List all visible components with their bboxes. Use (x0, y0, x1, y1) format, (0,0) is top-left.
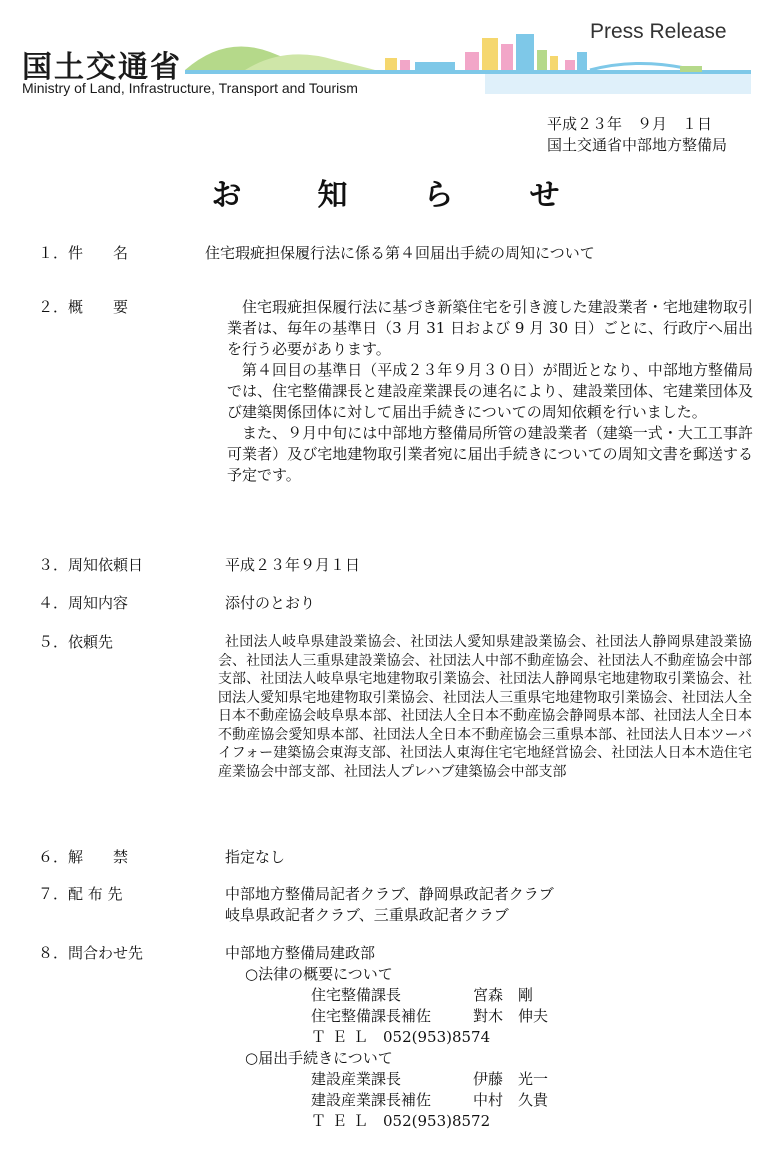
section-text: 平成２３年９月１日 (225, 556, 361, 574)
tel-number: 052(953)8574 (383, 1028, 491, 1046)
overview-paragraph-3: また、９月中旬には中部地方整備局所管の建設業者（建築一式・大工工事許可業者）及び宅地建物取引業者宛に届出手続きについての周知文書を郵送する予定です。 (227, 424, 753, 484)
contact-title: 住宅整備課長 (311, 986, 402, 1004)
title-char: ら (423, 178, 454, 213)
section-text: 添付のとおり (225, 594, 316, 612)
section-label: ４．周知内容 (38, 594, 129, 612)
contact-group-1-heading: ○法律の概要について (245, 965, 393, 983)
press-release-label: Press Release (590, 20, 727, 43)
ministry-logo-jp: 国土交通省 (22, 50, 182, 85)
tel-number: 052(953)8572 (383, 1112, 491, 1130)
contact-title: 建設産業課長補佐 (311, 1091, 432, 1109)
contact-name: 宮森 剛 (473, 986, 534, 1004)
title-char: お (211, 178, 242, 213)
section-label: ８．問合わせ先 (38, 944, 144, 962)
section-text: 指定なし (225, 848, 286, 866)
header (0, 0, 771, 110)
section-text: 住宅瑕疵担保履行法に係る第４回届出手続の周知について (205, 244, 595, 262)
title-char: 知 (317, 178, 348, 213)
overview-paragraph-2: 第４回目の基準日（平成２３年９月３０日）が間近となり、中部地方整備局では、住宅整備課長と建設産業課長の連名により、建設業団体、宅建業団体及び建築関係団体に対して届出手続きについての周知依頼を行いました。 (227, 361, 753, 421)
section-label: １．件 名 (38, 244, 129, 262)
contact-title: 住宅整備課長補佐 (311, 1007, 432, 1025)
contact-name: 中村 久貴 (473, 1091, 549, 1109)
issuing-office: 国土交通省中部地方整備局 (547, 136, 728, 154)
contact-name: 對木 伸夫 (473, 1007, 549, 1025)
section-label: ６．解 禁 (38, 848, 129, 866)
issue-date-block (547, 114, 727, 156)
overview-paragraph-1: 住宅瑕疵担保履行法に基づき新築住宅を引き渡した建設業者・宅地建物取引業者は、毎年の基準日（3 月 31 日および 9 月 30 日）ごとに、行政庁へ届出を行う必要があります。 (227, 298, 753, 358)
distribution-line-2: 岐阜県政記者クラブ、三重県政記者クラブ (225, 906, 509, 924)
section-label: ５．依頼先 (38, 633, 114, 651)
page-title (0, 170, 771, 214)
ministry-name-en: Ministry of Land, Infrastructure, Transport and Tourism (22, 80, 358, 96)
contact-org: 中部地方整備局建政部 (225, 944, 376, 962)
cityscape-banner-illustration (185, 30, 751, 100)
contact-group-2-heading: ○届出手続きについて (245, 1049, 393, 1067)
contact-name: 伊藤 光一 (473, 1070, 549, 1088)
issue-date: 平成２３年 ９月 １日 (547, 115, 713, 133)
tel-label: ＴＥＬ (311, 1028, 375, 1046)
section-label: ７．配 布 先 (38, 885, 123, 903)
section-label: ３．周知依頼日 (38, 556, 144, 574)
recipients-text: 社団法人岐阜県建設業協会、社団法人愛知県建設業協会、社団法人静岡県建設業協会、社団法人三重県建設業協会、社団法人中部不動産協会、社団法人不動産協会中部支部、社団法人岐阜県宅地建物取引業協会、社団法人静岡県宅地建物取引業協会、社団法人愛知県宅地建物取引業協会、社団法人三重県宅地建物取引業協会、社団法人全日本不動産協会岐阜県本部、社団法人全日本不動産協会静岡県本部、社団法人全日本不動産協会愛知県本部、社団法人全日本不動産協会三重県本部、社団法人日本ツーバイフォー建築協会東海支部、社団法人東海住宅宅地経営協会、社団法人日本木造住宅産業協会中部支部、社団法人プレハブ建築協会中部支部 (218, 634, 752, 780)
title-char: せ (529, 178, 560, 213)
tel-label: ＴＥＬ (311, 1112, 375, 1130)
distribution-line-1: 中部地方整備局記者クラブ、静岡県政記者クラブ (225, 885, 554, 903)
contact-title: 建設産業課長 (311, 1070, 402, 1088)
section-label: ２．概 要 (38, 298, 129, 316)
